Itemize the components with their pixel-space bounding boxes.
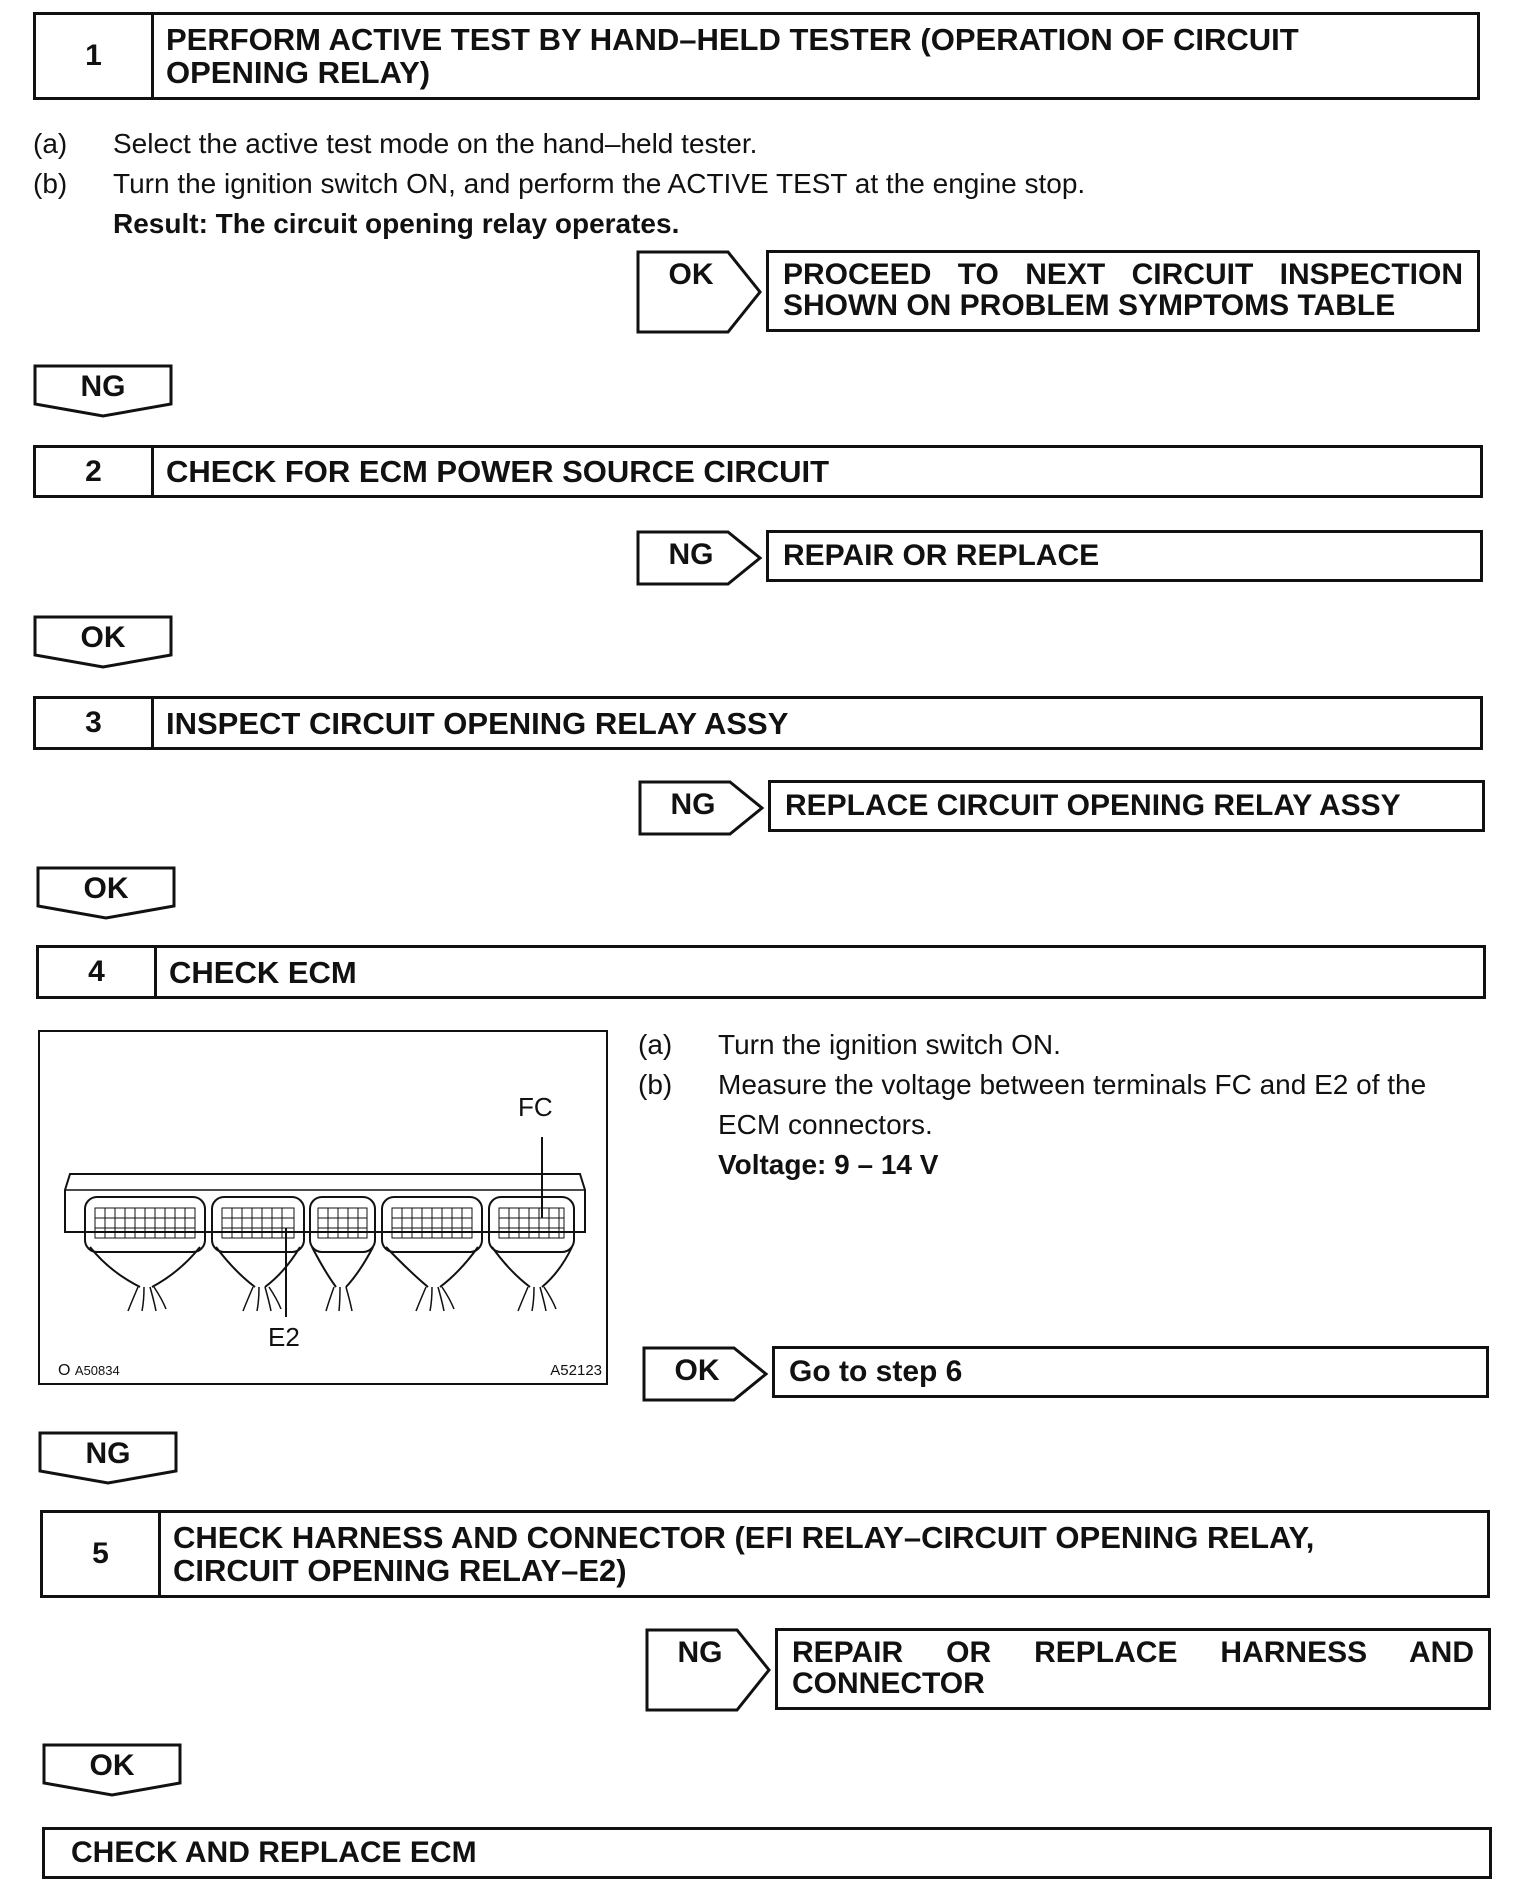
branch-result-box: Go to step 6 (772, 1346, 1489, 1398)
instruction-text: Turn the ignition switch ON. (718, 1029, 1061, 1060)
branch-result-line: PROCEED TO NEXT CIRCUIT INSPECTION (783, 258, 1463, 291)
step-2-header (33, 445, 1483, 498)
instruction-text: Turn the ignition switch ON, and perform the ACTIVE TEST at the engine stop. (113, 168, 1086, 199)
terminal-label-e2: E2 (268, 1322, 300, 1352)
step-title: CHECK ECM (169, 954, 357, 990)
step-5-header (40, 1510, 1490, 1598)
step-title: CHECK FOR ECM POWER SOURCE CIRCUIT (166, 454, 830, 489)
step-4-header (36, 945, 1486, 999)
step-4-instruction-b (638, 1065, 1490, 1145)
down-label-ok: OK (80, 621, 126, 654)
branch-label-ng: NG (677, 1636, 723, 1669)
step-number: 1 (36, 15, 154, 97)
branch-result-line: REPAIR OR REPLACE HARNESS AND (792, 1636, 1474, 1669)
branch-label-ok: OK (674, 1354, 720, 1387)
branch-label-ok: OK (668, 258, 714, 291)
step-1-instruction-b (33, 164, 1473, 204)
list-marker: (a) (33, 128, 68, 159)
step-number: 3 (36, 699, 154, 747)
step-1-header (33, 12, 1480, 100)
step-1-result: Result: The circuit opening relay operates. (113, 208, 680, 239)
branch-result-box: REPLACE CIRCUIT OPENING RELAY ASSY (768, 780, 1485, 832)
figure-code-left (58, 1362, 120, 1380)
step-title: CHECK HARNESS AND CONNECTOR (EFI RELAY–CIRCUIT OPENING RELAY, CIRCUIT OPENING RELAY–E2) (173, 1520, 1315, 1588)
list-marker: (a) (638, 1029, 673, 1060)
instruction-text: Select the active test mode on the hand–held tester. (113, 128, 758, 159)
instruction-text: Measure the voltage between terminals FC and E2 of the ECM connectors. (718, 1069, 1427, 1140)
down-label-ng: NG (85, 1437, 131, 1470)
list-marker: (b) (638, 1069, 673, 1100)
step-1-instruction-a (33, 124, 1473, 164)
branch-result-box (775, 1628, 1491, 1710)
step-number: 4 (39, 948, 157, 996)
step-title: INSPECT CIRCUIT OPENING RELAY ASSY (166, 705, 789, 741)
figure-code-right: A52123 (550, 1362, 602, 1379)
figure-code-id: A50834 (74, 1363, 120, 1378)
branch-result-box (766, 250, 1480, 332)
ecm-connector-figure (38, 1030, 608, 1385)
step-title: PERFORM ACTIVE TEST BY HAND–HELD TESTER (OPERATION OF CIRCUIT OPENING RELAY) (166, 22, 1299, 90)
down-label-ok: OK (83, 872, 129, 905)
branch-label-ng: NG (670, 788, 716, 821)
down-label-ng: NG (80, 370, 126, 403)
branch-label-ng: NG (668, 538, 714, 571)
down-label-ok: OK (89, 1749, 135, 1782)
figure-code-prefix: O (58, 1362, 71, 1379)
step-3-header (33, 696, 1483, 750)
list-marker: (b) (33, 168, 68, 199)
step-number: 2 (36, 448, 154, 495)
branch-result-box: REPAIR OR REPLACE (766, 530, 1483, 582)
branch-result-line: CONNECTOR (792, 1667, 985, 1700)
step-4-instruction-a (638, 1025, 1488, 1065)
step-4-spec: Voltage: 9 – 14 V (718, 1149, 939, 1180)
final-action-box: CHECK AND REPLACE ECM (42, 1827, 1492, 1879)
terminal-label-fc: FC (518, 1092, 553, 1122)
branch-result-line: SHOWN ON PROBLEM SYMPTOMS TABLE (783, 289, 1396, 322)
step-number: 5 (43, 1513, 161, 1595)
